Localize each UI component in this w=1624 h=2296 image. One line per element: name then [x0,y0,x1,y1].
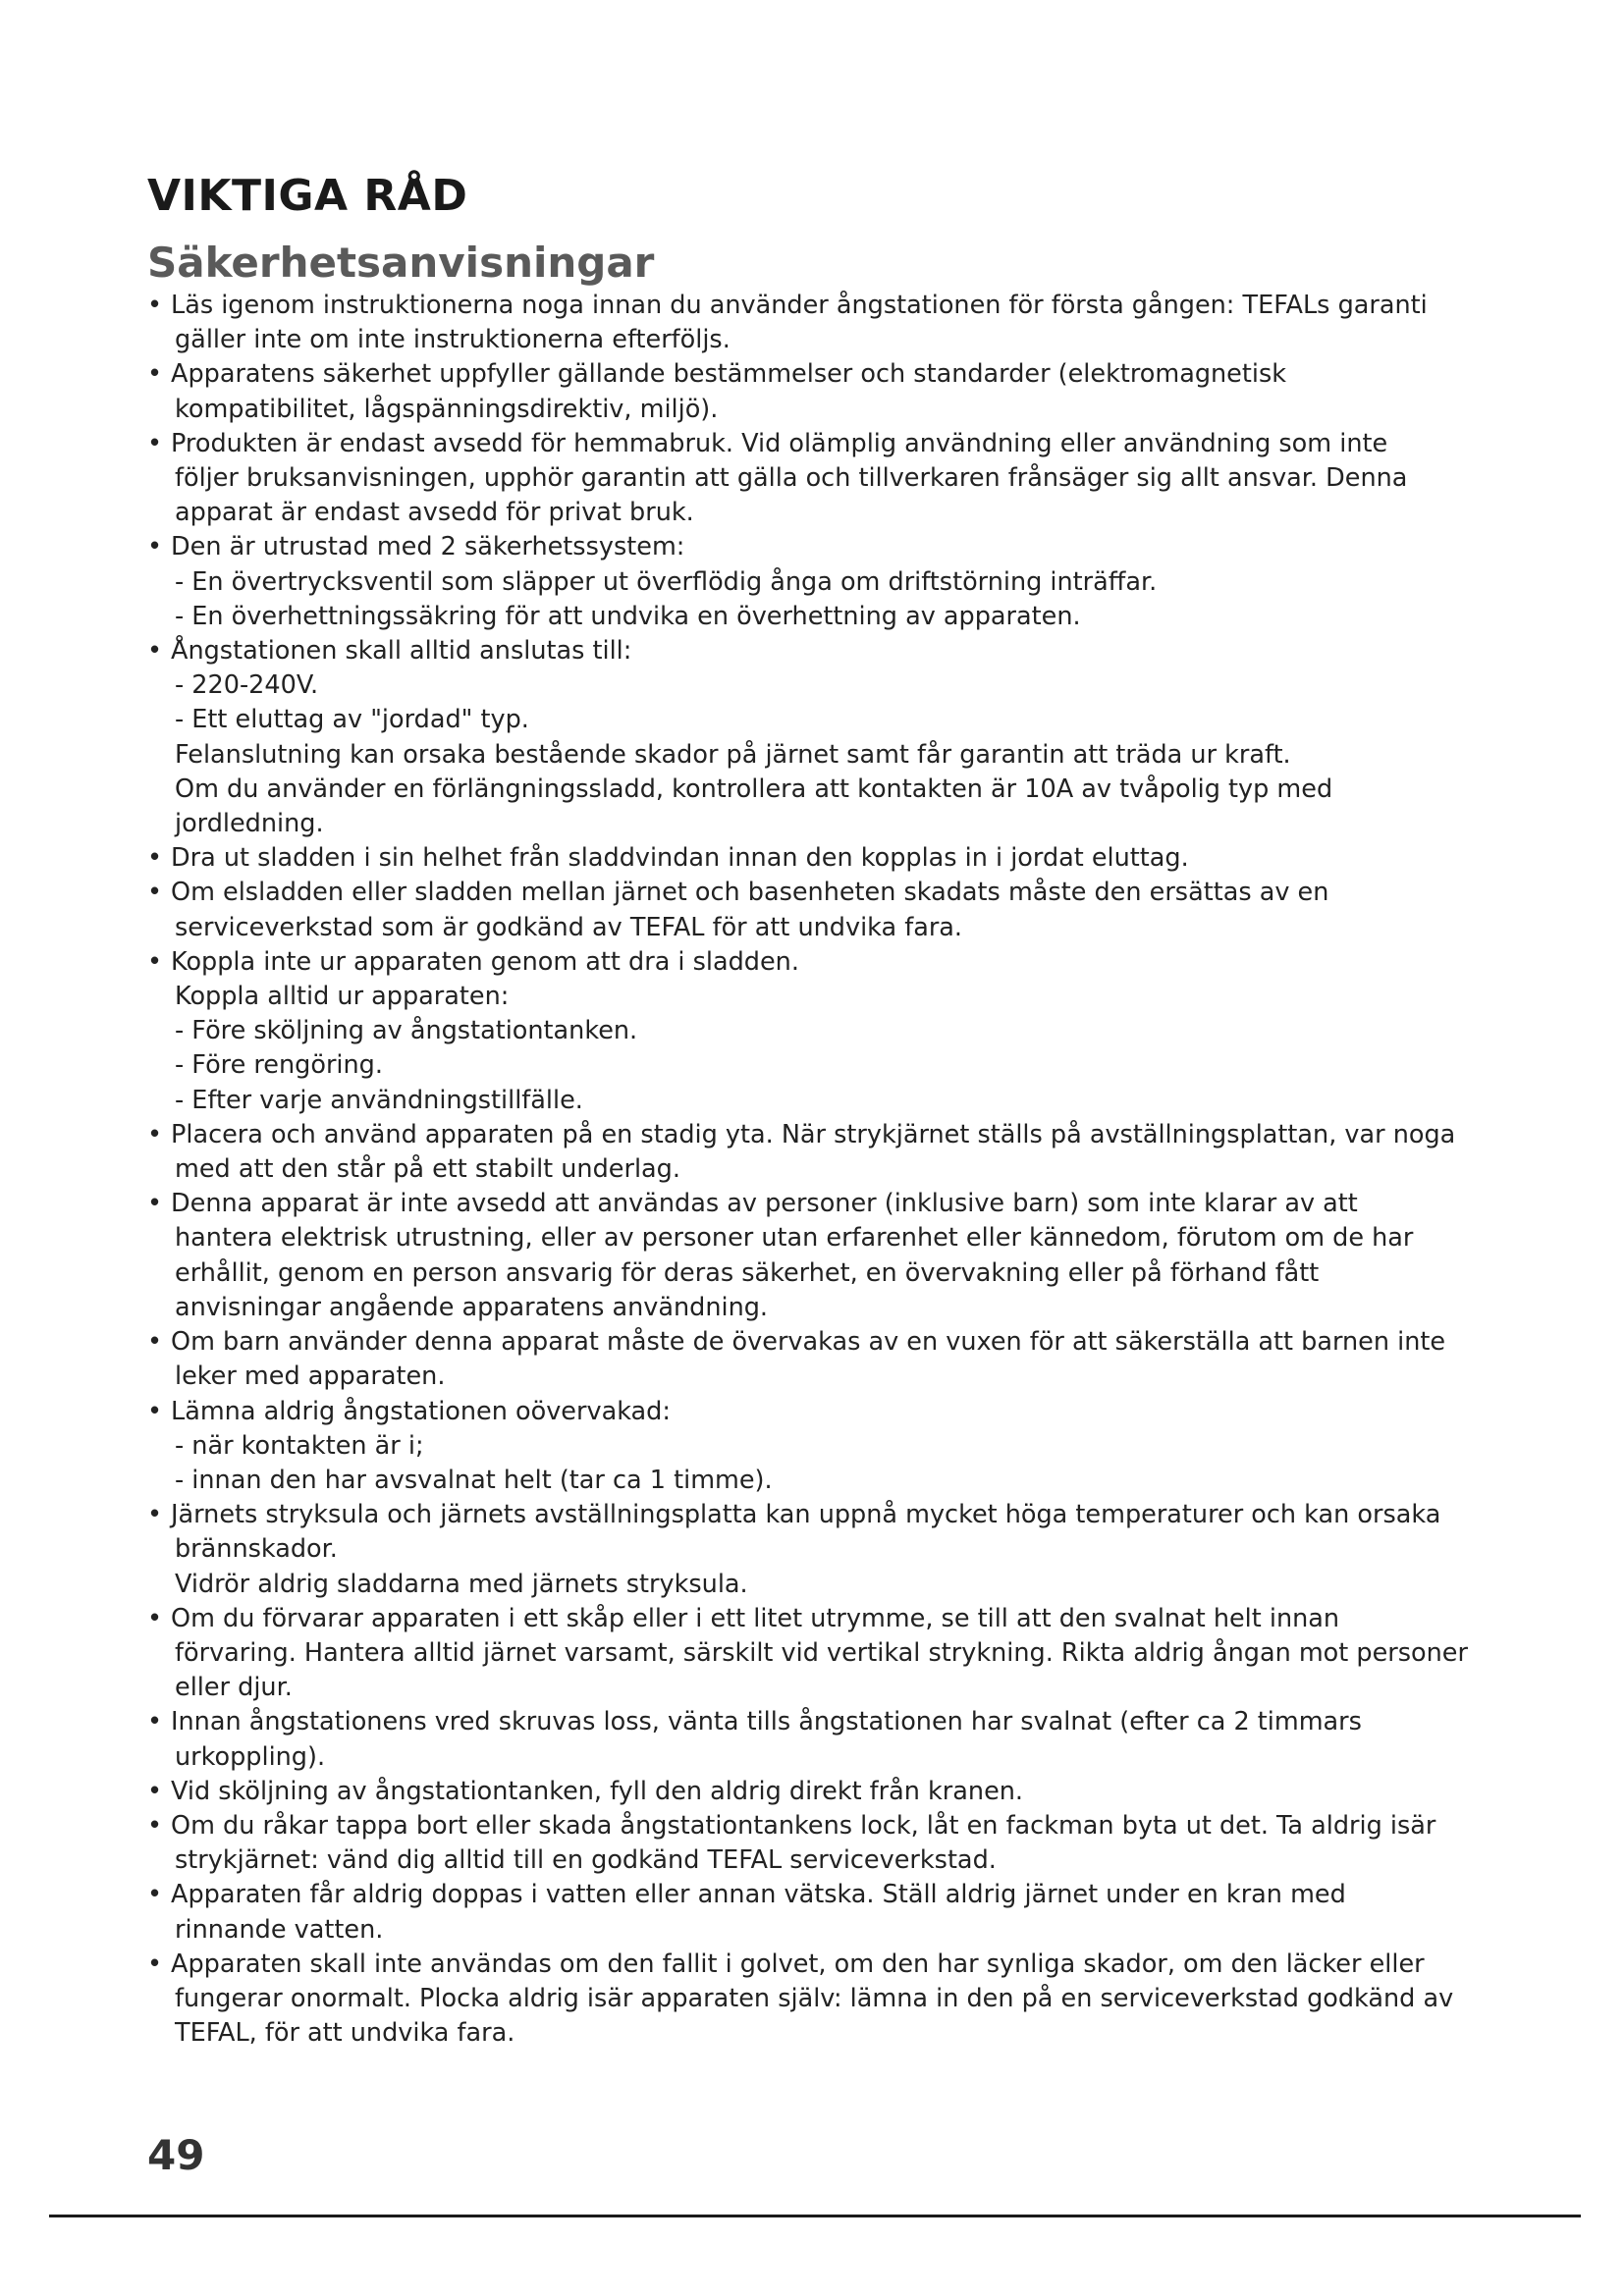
bullet-dot-icon: • [147,1949,163,1979]
continuation-line: kompatibilitet, lågspänningsdirektiv, miljö). [175,394,719,424]
bullet-text: Dra ut sladden i sin helhet från sladdvindan innan den kopplas in i jordat eluttag. [171,843,1189,874]
bullet-text: Koppla inte ur apparaten genom att dra i sladden. [171,946,799,977]
bullet-dot-icon: • [147,1776,163,1806]
continuation-line: serviceverkstad som är godkänd av TEFAL för att undvika fara. [175,912,963,942]
bullet-item [147,289,1492,323]
bullet-dot-icon: • [147,1707,163,1737]
bullet-text: Läs igenom instruktionerna noga innan du använder ångstationen för första gången: TEFALs garanti [171,291,1428,320]
bullet-text: Ångstationen skall alltid anslutas till: [171,636,632,667]
continuation-line: Felanslutning kan orsaka bestående skador på järnet samt får garantin att träda ur kraft. [175,739,1291,770]
bullet-dot-icon: • [147,1396,163,1426]
bullet-item [147,530,1492,564]
bullet-dot-icon: • [147,1880,163,1910]
continuation-line: - Efter varje användningstillfälle. [175,1085,583,1115]
page-title: VIKTIGA RÅD [147,171,468,221]
continuation-line: - En övertrycksventil som släpper ut överflödig ånga om driftstörning inträffar. [175,566,1158,597]
bullet-text: Placera och använd apparaten på en stadig yta. När strykjärnet ställs på avställningsplattan, var noga [171,1119,1456,1149]
continuation-line: jordledning. [175,809,324,839]
bullet-dot-icon: • [147,291,163,320]
bullet-dot-icon: • [147,1119,163,1149]
continuation-line: med att den står på ett stabilt underlag. [175,1154,680,1185]
continuation-line: erhållit, genom en person ansvarig för deras säkerhet, en övervakning eller på förhand fått [175,1257,1320,1288]
bullet-item [147,634,1492,668]
bullet-item [147,876,1492,910]
bullet-item [147,1809,1492,1843]
bullet-dot-icon: • [147,1189,163,1219]
page-number: 49 [147,2131,205,2179]
bullet-text: Om elsladden eller sladden mellan järnet och basenheten skadats måste den ersättas av en [171,878,1329,908]
bullet-item [147,427,1492,461]
bullet-dot-icon: • [147,878,163,908]
bullet-dot-icon: • [147,636,163,667]
continuation-line: gäller inte om inte instruktionerna efterföljs. [175,325,731,355]
continuation-line: följer bruksanvisningen, upphör garantin att gälla och tillverkaren frånsäger sig allt ansvar. Denna [175,463,1408,494]
bullet-item [147,1948,1492,1982]
bullet-item [147,1118,1492,1152]
bullet-item [147,1878,1492,1912]
bullet-text: Den är utrustad med 2 säkerhetssystem: [171,532,685,562]
bullet-dot-icon: • [147,1603,163,1633]
bullet-item [147,1395,1492,1429]
bullet-item [147,945,1492,980]
continuation-line: rinnande vatten. [175,1914,384,1945]
bullet-dot-icon: • [147,1810,163,1841]
continuation-line: Om du använder en förlängningssladd, kontrollera att kontakten är 10A av tvåpolig typ med [175,774,1333,804]
bullet-text: Apparatens säkerhet uppfyller gällande bestämmelser och standarder (elektromagnetisk [171,359,1287,390]
bullet-text: Apparaten får aldrig doppas i vatten eller annan vätska. Ställ aldrig järnet under en kran med [171,1880,1346,1910]
continuation-line: apparat är endast avsedd för privat bruk. [175,498,694,528]
bullet-item [147,1325,1492,1360]
safety-instructions-list [147,289,1492,2051]
continuation-line: eller djur. [175,1673,293,1703]
bullet-item [147,1775,1492,1809]
bullet-text: Om du råkar tappa bort eller skada ångstationtankens lock, låt en fackman byta ut det. Ta aldrig isär [171,1810,1436,1841]
bullet-dot-icon: • [147,532,163,562]
bullet-item [147,1498,1492,1532]
bullet-item [147,1602,1492,1636]
continuation-line: - 220-240V. [175,670,319,701]
bullet-item [147,1187,1492,1221]
continuation-line: - innan den har avsvalnat helt (tar ca 1 timme). [175,1465,773,1495]
continuation-line: fungerar onormalt. Plocka aldrig isär apparaten själv: lämna in den på en serviceverkstad godkänd av [175,1983,1454,2013]
bullet-text: Innan ångstationens vred skruvas loss, vänta tills ångstationen har svalnat (efter ca 2 timmars [171,1707,1362,1737]
bullet-text: Lämna aldrig ångstationen oövervakad: [171,1396,671,1426]
bullet-dot-icon: • [147,428,163,458]
continuation-line: - Ett eluttag av "jordad" typ. [175,705,529,735]
continuation-line: - Före sköljning av ångstationtanken. [175,1016,638,1046]
continuation-line: TEFAL, för att undvika fara. [175,2018,515,2049]
bullet-text: Vid sköljning av ångstationtanken, fyll den aldrig direkt från kranen. [171,1776,1024,1806]
bullet-dot-icon: • [147,1327,163,1358]
bullet-text: Om du förvarar apparaten i ett skåp eller i ett litet utrymme, se till att den svalnat helt innan [171,1603,1340,1633]
bullet-dot-icon: • [147,843,163,874]
section-subtitle: Säkerhetsanvisningar [147,239,655,287]
bullet-item [147,841,1492,876]
continuation-line: leker med apparaten. [175,1362,446,1392]
continuation-line: Koppla alltid ur apparaten: [175,982,510,1012]
continuation-line: förvaring. Hantera alltid järnet varsamt, särskilt vid vertikal strykning. Rikta aldrig ångan mot personer [175,1637,1468,1668]
bullet-item [147,1705,1492,1739]
bullet-text: Denna apparat är inte avsedd att användas av personer (inklusive barn) som inte klarar av att [171,1189,1358,1219]
continuation-line: - En överhettningssäkring för att undvika en överhettning av apparaten. [175,601,1081,631]
bullet-dot-icon: • [147,946,163,977]
continuation-line: - när kontakten är i; [175,1430,424,1461]
continuation-line: strykjärnet: vänd dig alltid till en godkänd TEFAL serviceverkstad. [175,1845,997,1876]
continuation-line: urkoppling). [175,1741,326,1772]
bullet-dot-icon: • [147,359,163,390]
bullet-text: Produkten är endast avsedd för hemmabruk. Vid olämplig användning eller användning som inte [171,428,1388,458]
continuation-line: hantera elektrisk utrustning, eller av personer utan erfarenhet eller kännedom, förutom om de har [175,1223,1414,1254]
footer-divider [49,2215,1581,2217]
continuation-line: - Före rengöring. [175,1050,383,1081]
bullet-text: Om barn använder denna apparat måste de övervakas av en vuxen för att säkerställa att barnen inte [171,1327,1446,1358]
bullet-text: Apparaten skall inte användas om den fallit i golvet, om den har synliga skador, om den läcker eller [171,1949,1425,1979]
bullet-dot-icon: • [147,1500,163,1530]
continuation-line: Vidrör aldrig sladdarna med järnets stryksula. [175,1569,748,1599]
continuation-line: anvisningar angående apparatens användning. [175,1292,769,1322]
bullet-text: Järnets stryksula och järnets avställningsplatta kan uppnå mycket höga temperaturer och kan orsaka [171,1500,1441,1530]
bullet-item [147,357,1492,392]
continuation-line: brännskador. [175,1534,338,1565]
